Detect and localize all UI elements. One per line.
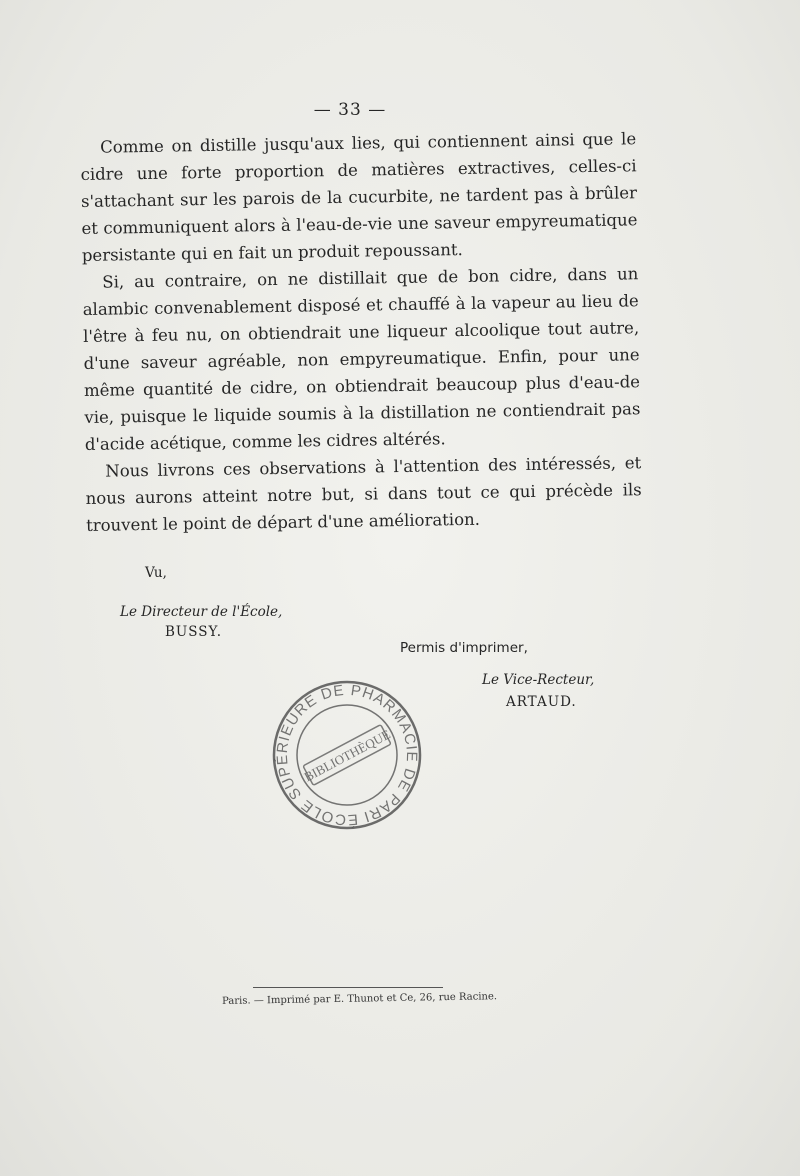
paragraph: Comme on distille jusqu'aux lies, qui contiennent ainsi que le cidre une forte proportion de matières extractives, celles-ci s'attachant sur les parois de la cucurbite, ne tardent pas à brûler et communiquent alors à l'eau-de-vie une saveur empyreumatique persistante qui en fait un produit repoussant. [80,129,638,265]
paragraph: Si, au contraire, on ne distillait que de bon cidre, dans un alambic convenablement disposé et chauffé à la vapeur au lieu de l'être à feu nu, on obtiendrait une liqueur alcoolique tout autre, d'une saveur agréable, non empyreumatique. Enfin, pour une même quantité de cidre, on obtiendrait beaucoup plus d'eau-de vie, puisque le liquide soumis à la distillation ne contiendrait pas d'acide acétique, comme les cidres altérés. [82,264,641,454]
stamp-inner-text: BIBLIOTHÈQUE [301,726,393,785]
vu-label: Vu, [145,565,167,581]
footer-rule [253,987,443,988]
director-role: Le Directeur de l'École, [120,604,283,620]
rector-role: Le Vice-Recteur, [482,672,595,688]
body-text [80,125,642,539]
print-permit-label: Permis d'imprimer, [400,640,528,656]
library-stamp-icon [270,678,424,832]
page-number: — 33 — [313,100,387,120]
stamp-outer-text: ÉCOLE SUPÉRIEURE DE PHARMACIE DE PARIS [273,681,421,829]
paragraph: Nous livrons ces observations à l'attention des intéressés, et nous aurons atteint notre but, si dans tout ce qui précède ils trouvent le point de départ d'une amélioration. [85,453,642,535]
rector-name: ARTAUD. [506,694,577,710]
director-name: BUSSY. [165,624,223,640]
director-signature-block [120,565,282,640]
printer-footer: Paris. — Imprimé par E. Thunot et Ce, 26, rue Racine. [222,991,498,1007]
rector-signature-block [400,640,594,710]
